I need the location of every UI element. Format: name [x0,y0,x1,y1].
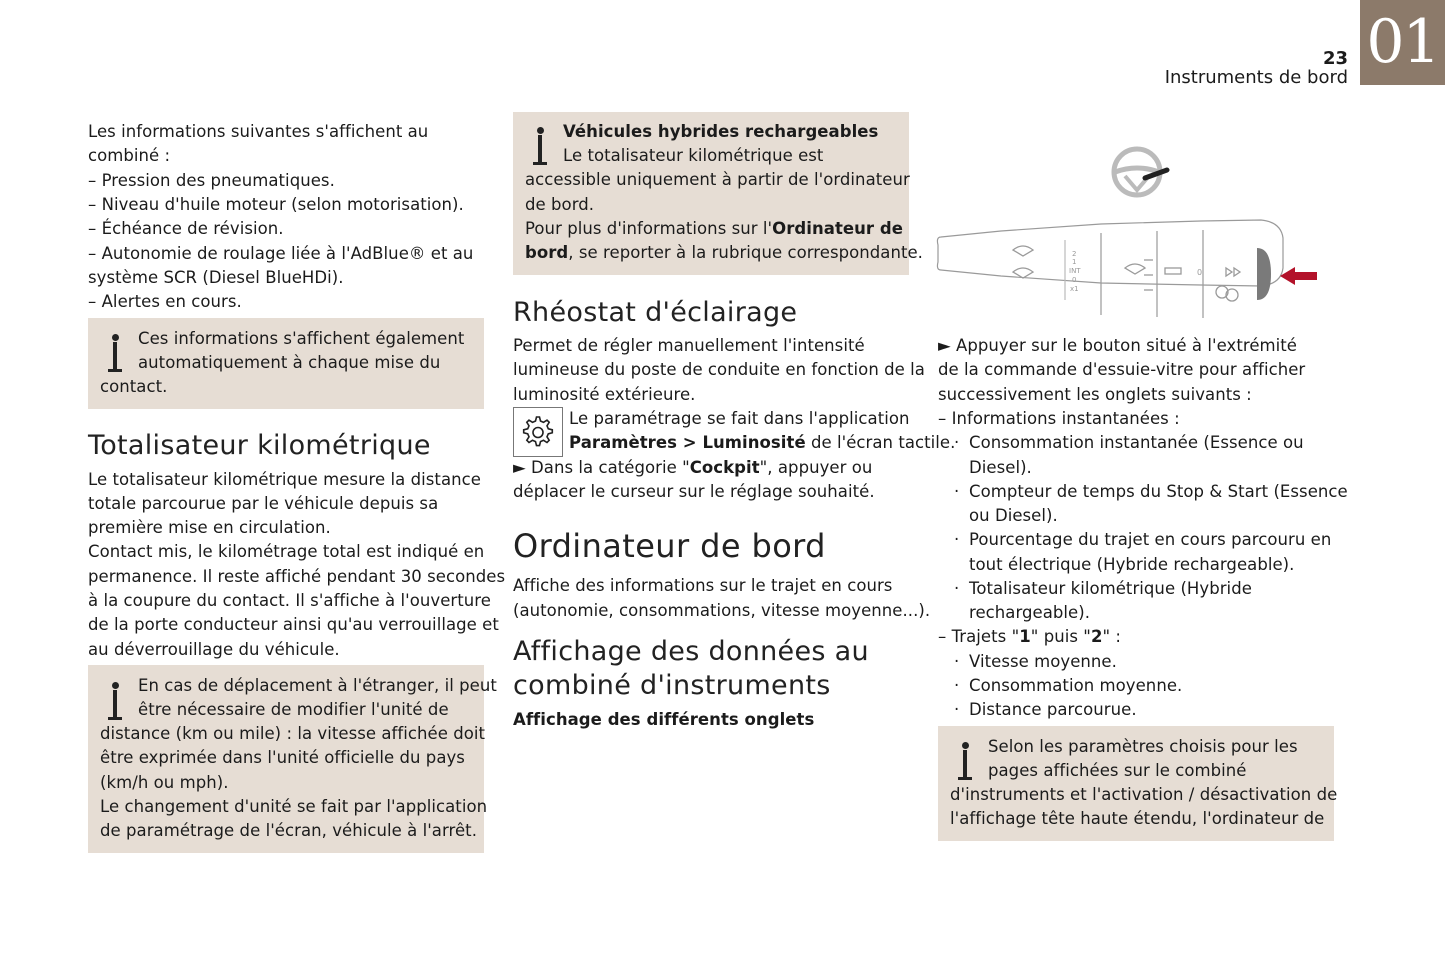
list-item: Consommation instantanée (Essence ou [969,433,1304,452]
note-line: En cas de déplacement à l'étranger, il peut [138,676,497,695]
list-item: Compteur de temps du Stop & Start (Essence [969,482,1348,501]
position-label: 0 [1197,268,1203,277]
odometer-text: au déverrouillage du véhicule. [88,640,340,659]
list-item: rechargeable). [969,603,1091,622]
intro-line: combiné : [88,146,171,165]
note-line: contact. [100,377,168,396]
bullet: · [954,530,960,549]
note-line: bord, se reporter à la rubrique correspondante. [525,243,923,262]
press-arrow-icon [1280,267,1317,285]
intro-list-item: – Niveau d'huile moteur (selon motorisation). [88,195,464,214]
intro-line: Les informations suivantes s'affichent au [88,122,429,141]
trips-line: – Trajets "1" puis "2" : [938,627,1122,646]
note-line: être exprimée dans l'unité officielle du pays [100,748,465,767]
odometer-text: permanence. Il reste affiché pendant 30 secondes [88,567,506,586]
computer-text: (autonomie, consommations, vitesse moyenne...). [513,601,931,620]
rheostat-text: Permet de régler manuellement l'intensité [513,336,865,355]
list-item: Pourcentage du trajet en cours parcouru en [969,530,1332,549]
note-line: (km/h ou mph). [100,773,229,792]
wiper-stalk-diagram [935,140,1325,330]
position-label: 1 [1072,258,1077,266]
note-line: d'instruments et l'activation / désactivation de [950,785,1338,804]
steering-wheel-icon [1114,149,1167,195]
note-line: accessible uniquement à partir de l'ordinateur [525,170,910,189]
note-line: Le totalisateur kilométrique est [563,146,824,165]
bullet: · [954,482,960,501]
list-item: tout électrique (Hybride rechargeable). [969,555,1295,574]
odometer-text: de la porte conducteur ainsi qu'au verrouillage et [88,615,499,634]
info-note [88,318,484,409]
settings-text: Paramètres > Luminosité de l'écran tactile. [569,433,956,452]
list-item: ou Diesel). [969,506,1058,525]
info-note [938,726,1338,841]
computer-text: Affiche des informations sur le trajet en cours [513,576,893,595]
note-line: automatiquement à chaque mise du [138,353,441,372]
note-line: Pour plus d'informations sur l'Ordinateur de [525,219,904,238]
display-heading: combiné d'instruments [513,670,831,701]
note-title: Véhicules hybrides rechargeables [563,122,879,141]
list-item: Diesel). [969,458,1032,477]
settings-text: Le paramétrage se fait dans l'application [569,409,910,428]
note-line: de bord. [525,195,595,214]
cockpit-instruction: ► Dans la catégorie "Cockpit", appuyer ou [513,458,873,477]
note-line: Ces informations s'affichent également [138,329,465,348]
odometer-text: Contact mis, le kilométrage total est indiqué en [88,542,485,561]
position-label: 0 [1072,276,1077,284]
display-subtitle: Affichage des différents onglets [513,710,815,729]
note-line: de paramétrage de l'écran, véhicule à l'arrêt. [100,821,477,840]
note-line: Selon les paramètres choisis pour les [988,737,1298,756]
note-line: Le changement d'unité se fait par l'application [100,797,488,816]
wiper-stalk [937,220,1283,318]
section-title: Instruments de bord [1164,67,1348,88]
instruction-line: – Informations instantanées : [938,409,1180,428]
hybrid-note [513,112,923,275]
gear-icon [514,408,562,456]
intro-list-item: système SCR (Diesel BlueHDi). [88,268,344,287]
instruction-line: de la commande d'essuie-vitre pour afficher [938,360,1306,379]
list-item: Distance parcourue. [969,700,1137,719]
bullet: · [954,652,960,671]
odometer-text: Le totalisateur kilométrique mesure la distance [88,470,481,489]
display-heading: Affichage des données au [513,636,869,667]
position-label: INT [1069,267,1081,275]
odometer-text: première mise en circulation. [88,518,331,537]
intro-list-item: – Pression des pneumatiques. [88,171,335,190]
list-item: Totalisateur kilométrique (Hybride [969,579,1252,598]
computer-heading: Ordinateur de bord [513,527,826,565]
odometer-text: à la coupure du contact. Il s'affiche à l'ouverture [88,591,491,610]
cockpit-instruction: déplacer le curseur sur le réglage souhaité. [513,482,875,501]
rheostat-heading: Rhéostat d'éclairage [513,297,798,328]
intro-list-item: – Échéance de révision. [88,219,284,238]
odometer-text: totale parcourue par le véhicule depuis sa [88,494,439,513]
chapter-number: 01 [1366,7,1439,77]
bullet: · [954,700,960,719]
note-line: être nécessaire de modifier l'unité de [138,700,449,719]
chapter-tab [1360,0,1445,85]
note-line: pages affichées sur le combiné [988,761,1247,780]
list-item: Consommation moyenne. [969,676,1183,695]
info-note [88,665,497,853]
intro-list-item: – Alertes en cours. [88,292,242,311]
position-label: x1 [1070,285,1079,293]
bullet: · [954,433,960,452]
page-number: 23 [1322,48,1348,69]
odometer-heading: Totalisateur kilométrique [88,430,431,461]
intro-list-item: – Autonomie de roulage liée à l'AdBlue® et au [88,244,474,263]
bullet: · [954,579,960,598]
position-label: 2 [1072,250,1077,258]
instruction-line: ► Appuyer sur le bouton situé à l'extrémité [938,336,1298,355]
instruction-line: successivement les onglets suivants : [938,385,1252,404]
bullet: · [954,676,960,695]
note-line: distance (km ou mile) : la vitesse affichée doit [100,724,486,743]
note-line: l'affichage tête haute étendu, l'ordinateur de [950,809,1325,828]
settings-icon-box [513,407,563,457]
rheostat-text: lumineuse du poste de conduite en fonction de la [513,360,925,379]
rheostat-text: luminosité extérieure. [513,385,696,404]
list-item: Vitesse moyenne. [969,652,1117,671]
